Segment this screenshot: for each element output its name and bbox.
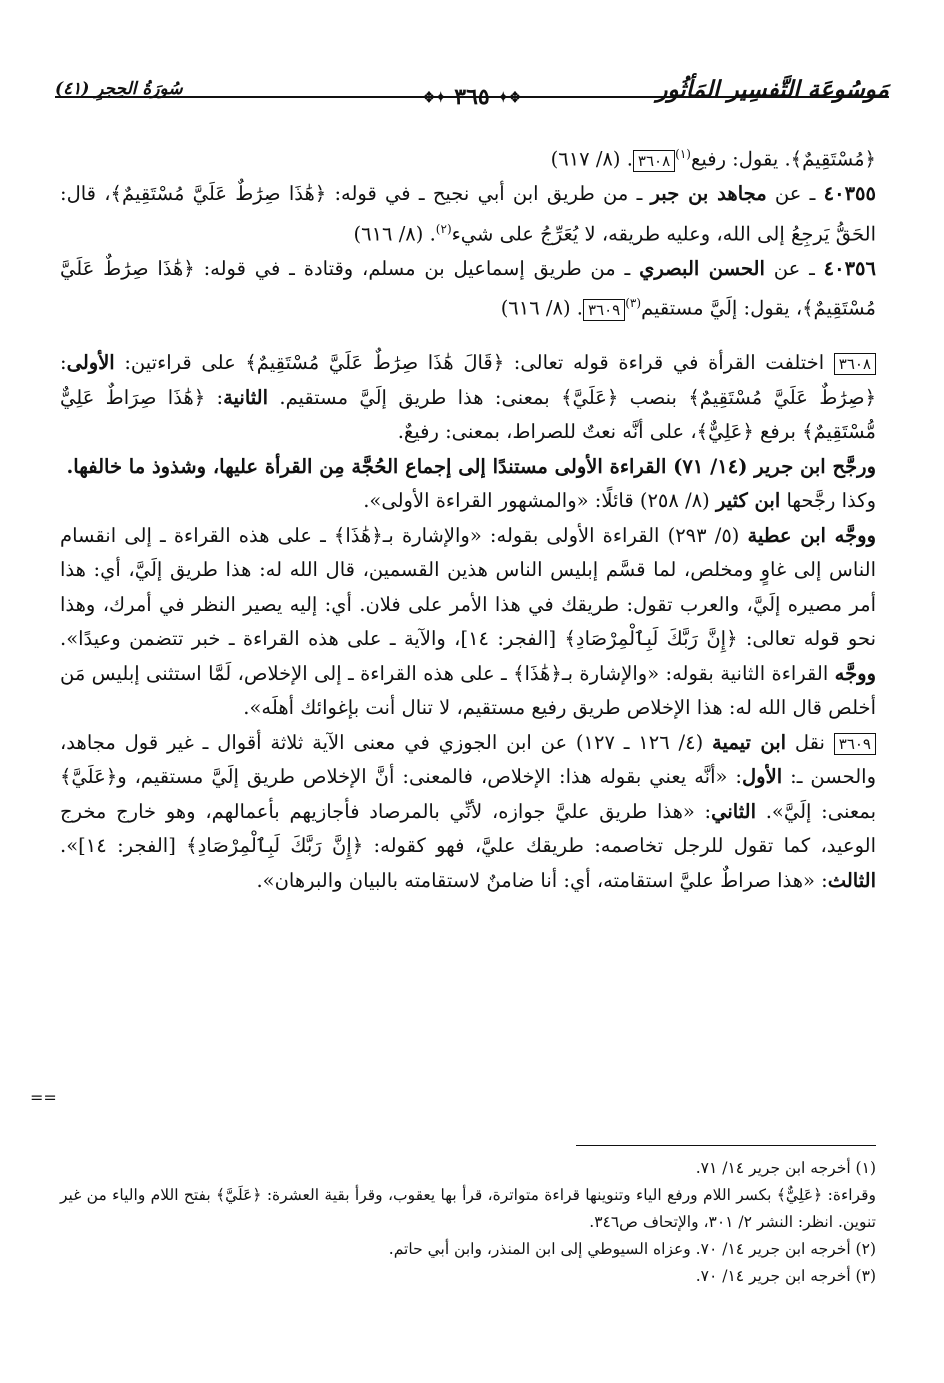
commentary-ibn-kathir: وكذا رجَّحها ابن كثير (٨/ ٢٥٨) قائلًا: «والمشهور القراءة الأولى». bbox=[363, 489, 876, 512]
footnote-1: (١) أخرجه ابن جرير ١٤/ ٧١. bbox=[695, 1159, 876, 1177]
narrator-name: الحسن البصري bbox=[639, 256, 765, 280]
note-label: ٣٦٠٨ bbox=[834, 353, 876, 375]
continued-mark: == bbox=[30, 1088, 57, 1107]
commentary-3609: ٣٦٠٩ نقل ابن تيمية (٤/ ١٢٦ ـ ١٢٧) عن ابن الجوزي في معنى الآية ثلاثة أقوال ـ غير قول مجاهد، والحسن ـ: الأول: «أنَّه يعني بقوله هذا: الإخلاص، فالمعنى: أنَّ الإخلاص طريق إلَيَّ مستقيم، و﴿عَلَيَّ﴾ بمعنى: إلَيَّ». الثاني: «هذا طريق عليَّ جوازه، لأنِّي بالمرصاد فأجازيهم بأعمالهم، وهو خارج مخرج الوعيد، كما تقول للرجل تخاصمه: طريقك عليَّ، فهو كقوله: ﴿إِنَّ رَبَّكَ لَبِٱلْمِرْصَادِ﴾ [الفجر: ١٤]». الثالث: «هذا صراطٌ عليَّ استقامته، أي: أنا ضامنٌ لاستقامته بالبيان والبرهان». bbox=[60, 730, 876, 892]
header-rule bbox=[55, 96, 889, 98]
footnote-2: (٢) أخرجه ابن جرير ١٤/ ٧٠. وعزاه السيوطي إلى ابن المنذر، وابن أبي حاتم. bbox=[388, 1240, 876, 1258]
note-label: ٣٦٠٩ bbox=[834, 733, 876, 755]
commentary-3608: ٣٦٠٨ اختلفت القرأة في قراءة قوله تعالى: ﴿قَالَ هَٰذَا صِرَٰطٌ عَلَيَّ مُسْتَقِيمٌ﴾ على قراءتين: الأولى: ﴿صِرَٰطٌ عَلَيَّ مُسْتَقِيمٌ﴾ بنصب ﴿عَلَيَّ﴾ بمعنى: هذا طريق إلَيَّ مستقيم. الثانية: ﴿هَٰذَا صِرَاطٌ عَلِيٌّ مُّسْتَقِيمٌ﴾ برفع ﴿عَلِيٌّ﴾، على أنَّه نعتٌ للصراط، بمعنى: رفيعٌ. bbox=[60, 351, 877, 443]
ornament-left-icon: ✦✥ bbox=[497, 90, 521, 106]
note-ref: ٣٦٠٩ bbox=[583, 299, 625, 321]
narrator-name: مجاهد بن جبر bbox=[650, 182, 767, 205]
book-title: مَوسُوعَة التَّفسِير المَأثُور bbox=[656, 75, 889, 103]
note-ref: ٣٦٠٨ bbox=[633, 150, 675, 172]
surah-title: سُورَةُ الحِجرِ (٤١) bbox=[55, 79, 183, 99]
footnote-rule bbox=[576, 1145, 876, 1146]
narration-40355: ٤٠٣٥٥ ـ عن مجاهد بن جبر ـ من طريق ابن أبي نجيح ـ في قوله: ﴿هَٰذَا صِرَٰطٌ عَلَيَّ مُسْتَقِيمٌ﴾، قال: الحَقُّ يَرجِعُ إلى الله، وعليه طريقه، لا يُعَرِّجُ على شيء$^{(٢)}$. (٨/ ٦١٦) bbox=[60, 182, 876, 245]
narration-number: ٤٠٣٥٥ bbox=[823, 182, 876, 205]
narration-number: ٤٠٣٥٦ bbox=[823, 256, 876, 280]
ornament-right-icon: ✥✦ bbox=[423, 90, 447, 106]
commentary-ibn-jarir: ورجَّح ابن جرير (١٤/ ٧١) القراءة الأولى مستندًا إلى إجماع الحُجَّة مِن القرأة عليها، وشذوذ ما خالفها. bbox=[66, 454, 876, 478]
page-number: ٣٦٥ bbox=[454, 84, 490, 110]
narration-40356: ٤٠٣٥٦ ـ عن الحسن البصري ـ من طريق إسماعيل بن مسلم، وقتادة ـ في قوله: ﴿هَٰذَا صِرَٰطٌ عَلَيَّ مُسْتَقِيمٌ﴾، يقول: إلَيَّ مستقيم$^{(٣)}$٣٦٠٩. (٨/ ٦١٦) bbox=[60, 256, 876, 320]
main-text bbox=[60, 137, 876, 898]
footnote-1-continued: وقراءة: ﴿عَلِيٌّ﴾ بكسر اللام ورفع الياء وتنوينها قراءة متواترة، قرأ بها يعقوب، وقرأ بقية العشرة: ﴿عَلَيَّ﴾ بفتح اللام والياء من غير تنوين. انظر: النشر ٢/ ٣٠١، والإتحاف ص٣٤٦. bbox=[60, 1186, 876, 1231]
footnote-3: (٣) أخرجه ابن جرير ١٤/ ٧٠. bbox=[695, 1267, 876, 1285]
narration-continued: ﴿مُسْتَقِيمٌ﴾. يقول: رفيع$^{(١)}$٣٦٠٨. (٨/ ٦١٧) bbox=[550, 147, 876, 171]
footnotes bbox=[60, 1155, 876, 1290]
commentary-ibn-atiyyah: ووجَّه ابن عطية (٥/ ٢٩٣) القراءة الأولى بقوله: «والإشارة بـ﴿هَٰذَا﴾ ـ على هذه القراءة ـ إلى انقسام الناس إلى غاوٍ ومخلص، لما قسَّم إبليس الناس هذين القسمين، قال الله له: هذا طريق إلَيَّ، أي: هذا أمر مصيره إلَيَّ، والعرب تقول: طريقك في هذا الأمر على فلان. أي: إليه يصير النظر في أمرك، وهذا نحو قوله تعالى: ﴿إِنَّ رَبَّكَ لَبِٱلْمِرْصَادِ﴾ [الفجر: ١٤]، والآية ـ على هذه القراءة ـ خبر تتضمن وعيدًا». ووجَّه القراءة الثانية بقوله: «والإشارة بـ﴿هَٰذَا﴾ ـ على هذه القراءة ـ إلى الإخلاص، لَمَّا استثنى إبليس مَن أخلص قال الله له: هذا الإخلاص طريق رفيع مستقيم، لا تنال أنت بإغوائك أهلَه». bbox=[60, 523, 876, 719]
